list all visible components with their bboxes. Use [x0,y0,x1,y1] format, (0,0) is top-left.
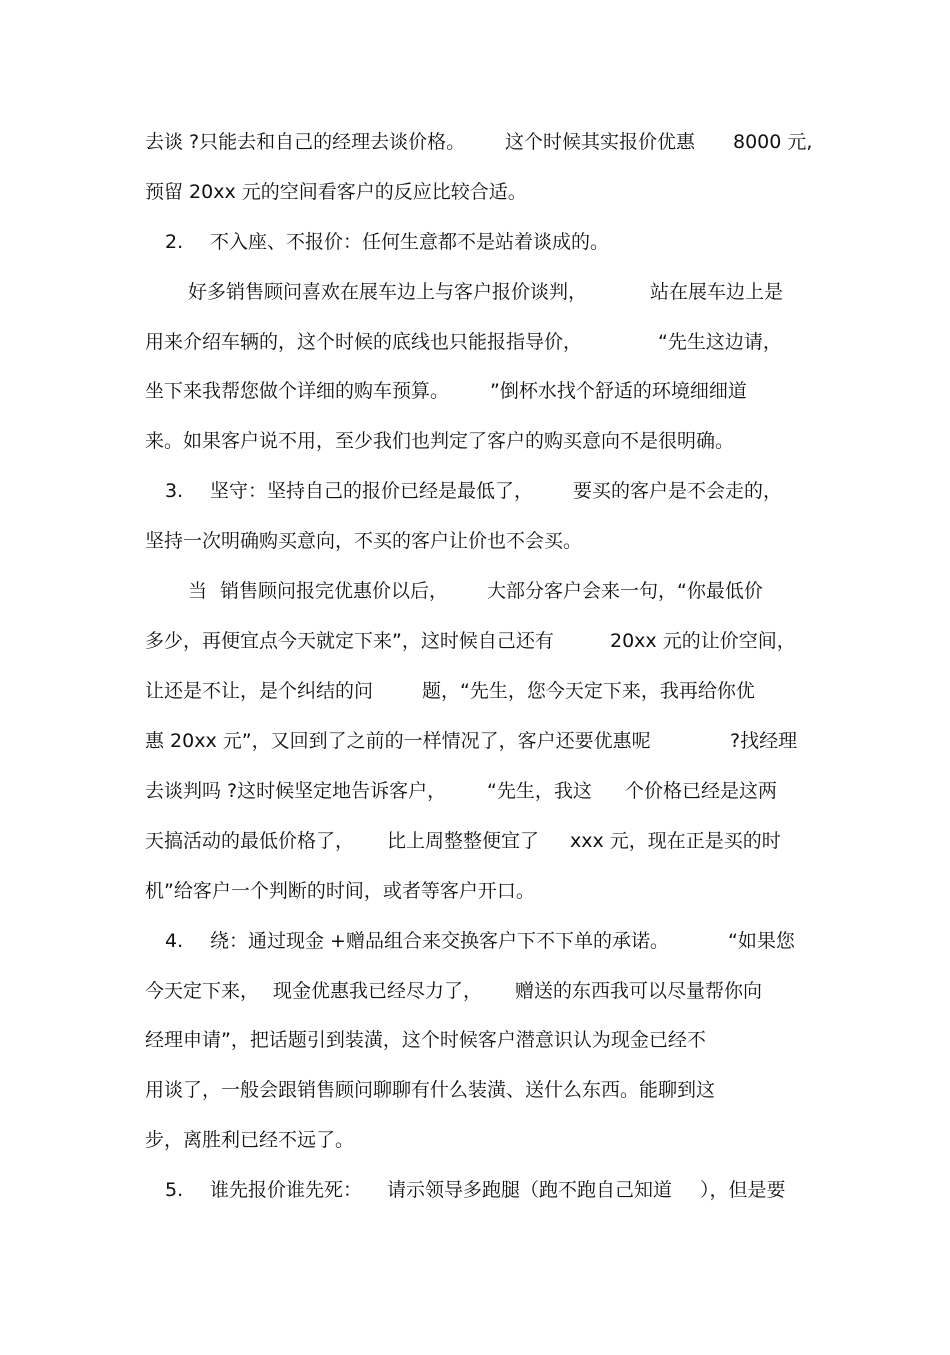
text-segment: 天搞活动的最低价格了， [145,830,355,852]
text-segment: 步，离胜利已经不远了。 [145,1129,355,1151]
text-line [0,376,950,406]
text-line [0,926,950,956]
text-segment: 坚持一次明确购买意向，不买的客户让价也不会买。 [145,530,583,552]
text-segment: 惠 20xx 元”，又回到了之前的一样情况了，客户还要优惠呢 [145,730,651,752]
text-segment: 站在展车边上是 [650,281,784,303]
text-segment: 经理申请”，把话题引到装潢，这个时候客户潜意识认为现金已经不 [145,1029,706,1051]
text-line [0,327,950,357]
text-segment: 20xx 元的让价空间， [610,630,796,652]
text-line [0,576,950,606]
text-segment: 现金优惠我已经尽力了， [273,980,483,1002]
text-line [0,127,950,157]
text-segment: 比上周整整便宜了 [387,830,540,852]
text-line [0,277,950,307]
text-segment: ”倒杯水找个舒适的环境细细道 [490,380,747,402]
text-segment: 当 [188,580,208,602]
text-segment: 去谈 ?只能去和自己的经理去谈价格。 [145,131,466,153]
text-segment: 要买的客户是不会走的， [573,480,783,502]
text-line [0,976,950,1006]
text-segment: 好多销售顾问喜欢在展车边上与客户报价谈判， [188,281,588,303]
text-line [0,676,950,706]
text-segment: 让还是不让，是个纠结的问 [145,680,374,702]
list-number: 3. [165,480,184,502]
list-number: 5. [165,1179,184,1201]
text-segment: 不入座、不报价：任何生意都不是站着谈成的。 [210,231,610,253]
text-segment: 题，“先生，您今天定下来，我再给你优 [422,680,755,702]
text-segment: 坚守：坚持自己的报价已经是最低了， [210,480,534,502]
text-segment: 来。如果客户说不用，至少我们也判定了客户的购买意向不是很明确。 [145,430,735,452]
text-segment: 用谈了，一般会跟销售顾问聊聊有什么装潢、送什么东西。能聊到这 [145,1079,716,1101]
text-segment: 去谈判吗 ?这时候坚定地告诉客户， [145,780,447,802]
text-segment: 这个时候其实报价优惠 [505,131,696,153]
text-segment: xxx 元，现在正是买的时 [570,830,781,852]
text-segment: 绕：通过现金 +赠品组合来交换客户下不下单的承诺。 [210,930,669,952]
text-line [0,876,950,906]
text-segment: 个价格已经是这两 [625,780,778,802]
text-segment: “先生，我这 [487,780,592,802]
text-line [0,526,950,556]
text-segment: 预留 20xx 元的空间看客户的反应比较合适。 [145,181,527,203]
text-segment: “如果您 [728,930,795,952]
text-segment: 谁先报价谁先死： [210,1179,363,1201]
list-number: 4. [165,930,184,952]
text-segment: 赠送的东西我可以尽量帮你向 [515,980,763,1002]
text-line [0,776,950,806]
text-line [0,626,950,656]
text-segment: 销售顾问报完优惠价以后， [220,580,449,602]
text-line [0,1175,950,1205]
text-segment: “先生这边请， [658,331,782,353]
text-line [0,426,950,456]
text-segment: ?找经理 [730,730,798,752]
list-number: 2. [165,231,184,253]
text-segment: 8000 元, [733,131,813,153]
text-segment: 用来介绍车辆的，这个时候的底线也只能报指导价， [145,331,583,353]
text-line [0,476,950,506]
text-segment: 坐下来我帮您做个详细的购车预算。 [145,380,450,402]
text-segment: 大部分客户会来一句，“你最低价 [487,580,763,602]
text-segment: 今天定下来， [145,980,260,1002]
text-line [0,1125,950,1155]
text-line [0,726,950,756]
text-line [0,177,950,207]
text-segment: ），但是要 [700,1179,786,1201]
text-segment: 机”给客户一个判断的时间，或者等客户开口。 [145,880,535,902]
text-line [0,1025,950,1055]
text-line [0,1075,950,1105]
text-line [0,826,950,856]
text-segment: 请示领导多跑腿（跑不跑自己知道 [387,1179,673,1201]
text-segment: 多少，再便宜点今天就定下来”，这时候自己还有 [145,630,554,652]
text-line [0,227,950,257]
